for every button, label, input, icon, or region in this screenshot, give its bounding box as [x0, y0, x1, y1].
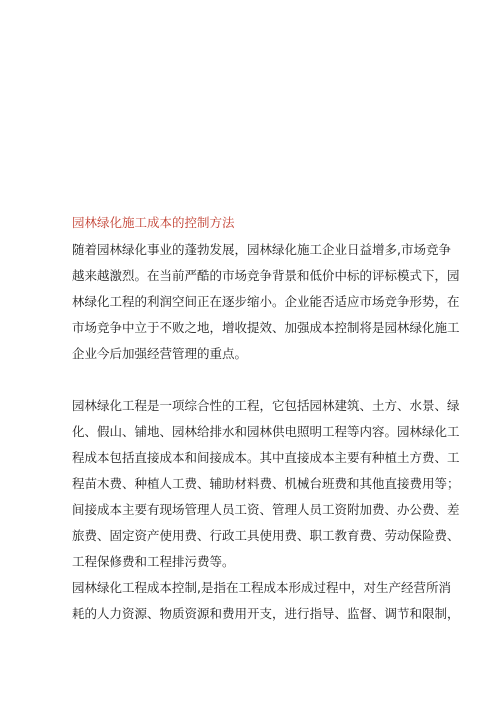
- paragraph-line: 程苗木费、种植人工费、辅助材料费、机械台班费和其他直接费用等；: [72, 476, 460, 491]
- paragraph-line: 园林绿化工程成本控制,是指在工程成本形成过程中，对生产经营所消: [72, 580, 451, 595]
- paragraph-line: 耗的人力资源、物质资源和费用开支，进行指导、监督、调节和限制，: [72, 606, 460, 621]
- paragraph-line: 企业今后加强经营管理的重点。: [72, 346, 248, 361]
- paragraph-spacer: [72, 367, 442, 393]
- paragraph-cost-composition: [72, 393, 460, 575]
- paragraph-line: 间接成本主要有现场管理人员工资、管理人员工资附加费、办公费、差: [72, 502, 460, 517]
- paragraph-line: 工程保修费和工程排污费等。: [72, 554, 235, 569]
- paragraph-line: 旅费、固定资产使用费、行政工具使用费、职工教育费、劳动保险费、: [72, 528, 460, 543]
- paragraph-line: 园林绿化工程是一项综合性的工程，它包括园林建筑、土方、水景、绿: [72, 398, 460, 413]
- paragraph-line: 林绿化工程的利润空间正在逐步缩小。企业能否适应市场竞争形势，在: [72, 294, 460, 309]
- paragraph-cost-control: [72, 575, 460, 627]
- paragraph-line: 化、假山、铺地、园林给排水和园林供电照明工程等内容。园林绿化工: [72, 424, 460, 439]
- paragraph-line: 随着园林绿化事业的蓬勃发展，园林绿化施工企业日益增多,市场竞争: [72, 242, 451, 257]
- paragraph-intro: [72, 237, 460, 367]
- document-body: [72, 213, 460, 627]
- paragraph-line: 程成本包括直接成本和间接成本。其中直接成本主要有种植土方费、工: [72, 450, 460, 465]
- paragraph-line: 越来越激烈。在当前严酷的市场竞争背景和低价中标的评标模式下，园: [72, 268, 460, 283]
- paragraph-line: 市场竞争中立于不败之地，增收提效、加强成本控制将是园林绿化施工: [72, 320, 460, 335]
- document-title: 园林绿化施工成本的控制方法: [72, 215, 235, 230]
